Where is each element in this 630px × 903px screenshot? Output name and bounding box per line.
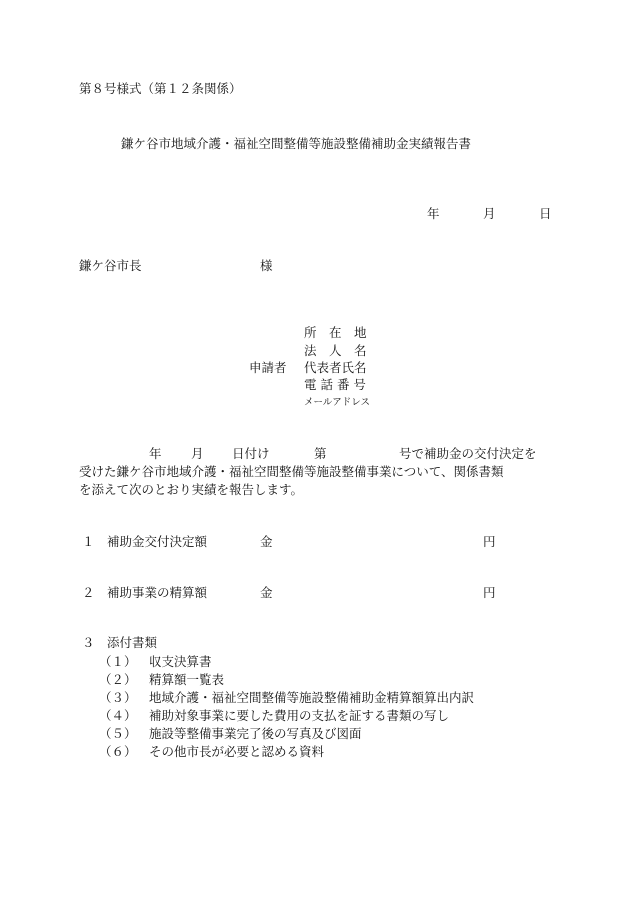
body-line2: 受けた鎌ケ谷市地域介護・福祉空間整備等施設整備事業について、関係書類 bbox=[79, 464, 504, 479]
attachment-2-text: 精算額一覧表 bbox=[149, 672, 225, 687]
attachment-1-number: （１） bbox=[99, 654, 137, 669]
attachment-2-number: （２） bbox=[99, 672, 137, 687]
addressee-name: 鎌ケ谷市長 bbox=[79, 258, 142, 273]
body-number-prefix: 第 bbox=[314, 446, 327, 461]
item-2-kin: 金 bbox=[260, 585, 273, 600]
attachment-3-text: 地域介護・福祉空間整備等施設整備補助金精算額算出内訳 bbox=[149, 690, 475, 705]
attachment-6-text: その他市長が必要と認める資料 bbox=[149, 744, 325, 759]
body-line3: を添えて次のとおり実績を報告します。 bbox=[79, 482, 304, 497]
applicant-email-label: メールアドレス bbox=[304, 397, 371, 408]
applicant-representative-label: 代表者氏名 bbox=[304, 360, 367, 375]
applicant-label: 申請者 bbox=[249, 360, 287, 375]
body-month: 月 bbox=[191, 446, 204, 461]
attachment-4-text: 補助対象事業に要した費用の支払を証する書類の写し bbox=[149, 708, 450, 723]
addressee-honorific: 様 bbox=[260, 258, 273, 273]
applicant-corp-label: 法 人 名 bbox=[304, 343, 367, 358]
document-title: 鎌ケ谷市地域介護・福祉空間整備等施設整備補助金実績報告書 bbox=[121, 136, 472, 151]
date-day-label: 日 bbox=[539, 206, 552, 221]
item-1-yen: 円 bbox=[483, 534, 496, 549]
item-2-number: ２ bbox=[82, 585, 95, 600]
applicant-phone-label: 電 話 番 号 bbox=[304, 377, 366, 392]
attachment-3-number: （３） bbox=[99, 690, 137, 705]
attachment-5-text: 施設等整備事業完了後の写真及び図面 bbox=[149, 726, 362, 741]
applicant-address-label: 所 在 地 bbox=[304, 325, 367, 340]
item-1-label: 補助金交付決定額 bbox=[107, 534, 208, 549]
item-2-yen: 円 bbox=[483, 585, 496, 600]
attachment-5-number: （５） bbox=[99, 726, 137, 741]
item-1-number: １ bbox=[82, 534, 95, 549]
body-line1-rest: 号で補助金の交付決定を bbox=[399, 446, 537, 461]
form-number: 第８号様式（第１２条関係） bbox=[79, 81, 242, 96]
attachment-4-number: （４） bbox=[99, 708, 137, 723]
date-year-label: 年 bbox=[427, 206, 440, 221]
attachment-1-text: 収支決算書 bbox=[149, 654, 212, 669]
attachments-number: ３ bbox=[82, 635, 95, 650]
attachments-heading: 添付書類 bbox=[107, 635, 158, 650]
body-year: 年 bbox=[149, 446, 162, 461]
item-2-label: 補助事業の精算額 bbox=[107, 585, 208, 600]
body-dated: 日付け bbox=[232, 446, 270, 461]
date-month-label: 月 bbox=[483, 206, 496, 221]
item-1-kin: 金 bbox=[260, 534, 273, 549]
attachment-6-number: （６） bbox=[99, 744, 137, 759]
